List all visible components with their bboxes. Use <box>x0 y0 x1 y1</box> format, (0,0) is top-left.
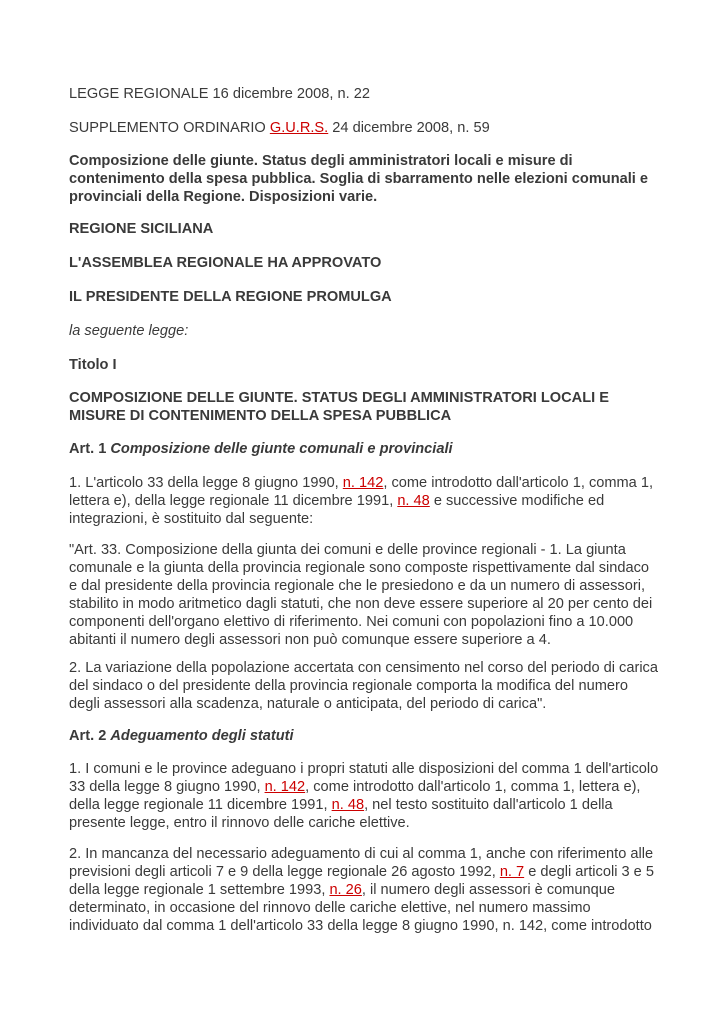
title-heading: COMPOSIZIONE DELLE GIUNTE. STATUS DEGLI AMMINISTRATORI LOCALI E MISURE DI CONTENIMENTO DELLA SPESA PUBBLICA <box>69 390 609 424</box>
art2-p2-text-1: 2. In mancanza del necessario adeguamento di cui al comma 1, anche con riferimento alle previsioni degli articoli 7 e 9 della legge regionale 26 agosto 1992, <box>69 846 654 880</box>
art2-p1-text-1: 1. I comuni e le province adeguano i propri statuti alle disposizioni del comma 1 dell'articolo 33 della legge 8 giugno 1990, <box>69 761 659 795</box>
art2-heading <box>69 727 661 745</box>
supplement-line <box>69 119 661 137</box>
art2-paragraph-2 <box>69 845 661 935</box>
law-link-n48[interactable]: n. 48 <box>331 797 365 813</box>
supplement-suffix: 24 dicembre 2008, n. 59 <box>328 120 490 136</box>
art1-p1-text-1: 1. L'articolo 33 della legge 8 giugno 1990, <box>69 475 343 491</box>
art2-p1-text-2: , come introdotto dall'articolo 1, comma 1, lettera e), della legge regionale 11 dicembre 1991, <box>69 779 641 813</box>
law-title: LEGGE REGIONALE 16 dicembre 2008, n. 22 <box>69 86 370 102</box>
president-heading: IL PRESIDENTE DELLA REGIONE PROMULGA <box>69 289 392 305</box>
supplement-prefix: SUPPLEMENTO ORDINARIO <box>69 120 270 136</box>
law-link-n142[interactable]: n. 142 <box>342 475 384 491</box>
art2-paragraph-1 <box>69 760 661 832</box>
title-number: Titolo I <box>69 357 117 373</box>
art1-title: Composizione delle giunte comunali e provinciali <box>110 441 453 457</box>
following-law-text: la seguente legge: <box>69 323 189 339</box>
art1-heading <box>69 440 661 458</box>
law-link-n48[interactable]: n. 48 <box>397 493 430 509</box>
art2-title: Adeguamento degli statuti <box>110 728 294 744</box>
art1-paragraph-2: "Art. 33. Composizione della giunta dei comuni e delle province regionali - 1. La giunta comunale e la giunta della provincia regionale sono composte rispettivamente dal sindaco e dal presidente della provincia regionale che le presiedono e da un numero di assessori, stabilito in modo aritmetico dagli statuti, che non deve essere superiore al 20 per cento dei componenti dell'organo elettivo di riferimento. Nei comuni con popolazioni fino a 10.000 abitanti il numero degli assessori non può comunque essere superiore a 4. <box>69 542 653 648</box>
art1-paragraph-1 <box>69 474 661 528</box>
assembly-heading: L'ASSEMBLEA REGIONALE HA APPROVATO <box>69 255 382 271</box>
gurs-link[interactable]: G.U.R.S. <box>269 120 329 136</box>
law-subject: Composizione delle giunte. Status degli amministratori locali e misure di contenimento della spesa pubblica. Soglia di sbarramento nelle elezioni comunali e provinciali della Regione. Disposizioni varie. <box>69 153 649 205</box>
art1-p1-text-3: e successive modifiche ed integrazioni, è sostituito dal seguente: <box>69 493 605 527</box>
art2-p2-text-2: e degli articoli 3 e 5 della legge regionale 1 settembre 1993, <box>69 864 654 898</box>
law-link-n142[interactable]: n. 142 <box>264 779 306 795</box>
art1-p1-text-2: , come introdotto dall'articolo 1, comma 1, lettera e), della legge regionale 11 dicembre 1991, <box>69 475 654 509</box>
region-heading: REGIONE SICILIANA <box>69 221 214 237</box>
art2-p1-text-3: , nel testo sostituito dall'articolo 1 della presente legge, entro il rinnovo delle cariche elettive. <box>69 797 613 831</box>
art2-label: Art. 2 <box>69 728 111 744</box>
law-link-n7[interactable]: n. 7 <box>499 864 525 880</box>
art1-paragraph-3: 2. La variazione della popolazione accertata con censimento nel corso del periodo di carica del sindaco o del presidente della provincia regionale comporta la modifica del numero degli assessori alla scadenza, naturale o anticipata, del periodo di carica". <box>69 660 658 712</box>
art2-p2-text-3: , il numero degli assessori è comunque determinato, in occasione del rinnovo delle cariche elettive, nel numero massimo individuato dal comma 1 dell'articolo 33 della legge 8 giugno 1990, n. 142, come introdotto <box>69 882 652 934</box>
law-link-n26[interactable]: n. 26 <box>329 882 362 898</box>
art1-label: Art. 1 <box>69 441 111 457</box>
